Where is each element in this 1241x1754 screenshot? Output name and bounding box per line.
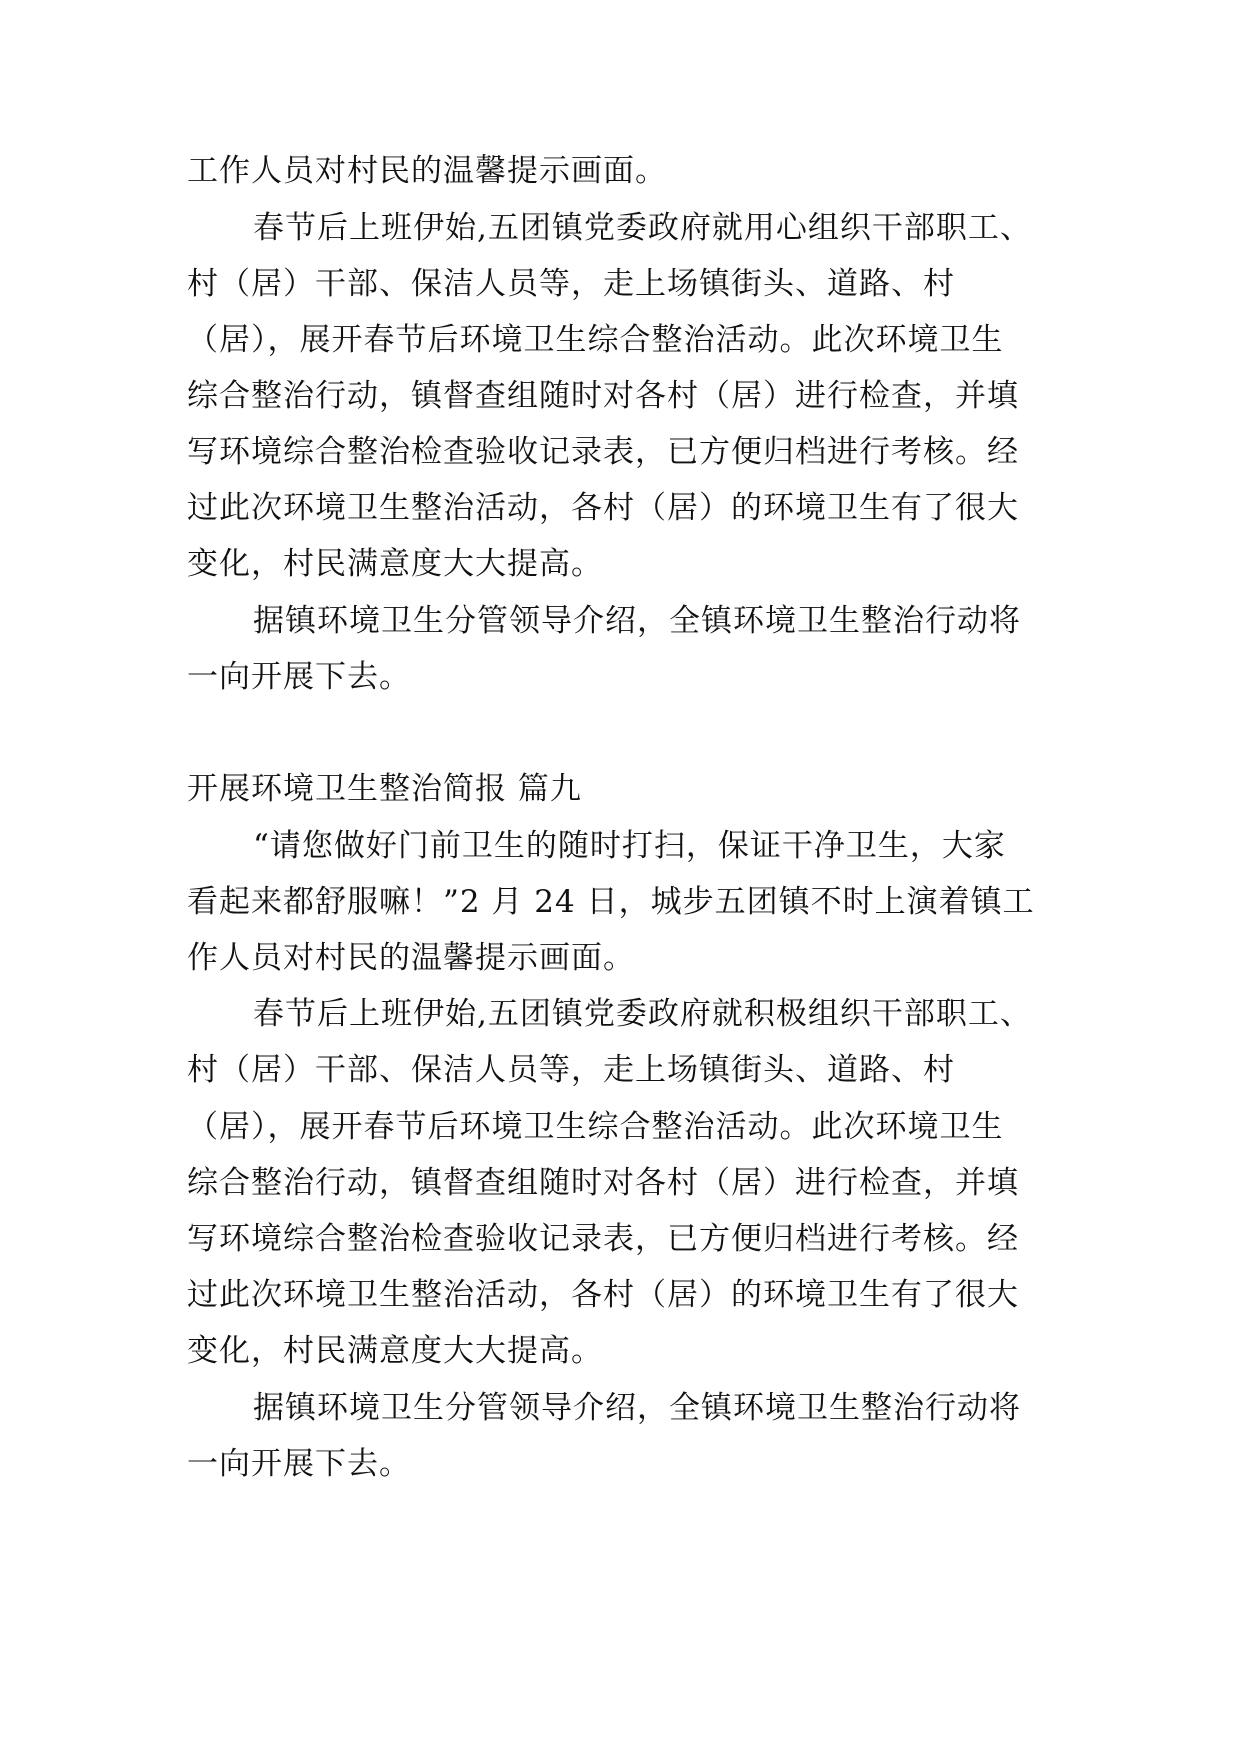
paragraph-first-line: 春节后上班伊始,五团镇党委政府就积极组织干部职工、: [253, 996, 1032, 1032]
paragraph-first-line: 据镇环境卫生分管领导介绍，全镇环境卫生整治行动将: [253, 603, 1021, 639]
paragraph-first-line: “请您做好门前卫生的随时打扫，保证干净卫生，大家: [253, 828, 1006, 864]
text-line: 一向开展下去。: [187, 1446, 411, 1482]
text-line: 变化，村民满意度大大提高。: [187, 1333, 603, 1369]
text-line: 作人员对村民的温馨提示画面。: [187, 940, 635, 976]
text-line: 过此次环境卫生整治活动，各村（居）的环境卫生有了很大: [187, 490, 1019, 526]
text-line: 村（居）干部、保洁人员等，走上场镇街头、道路、村: [187, 1052, 955, 1088]
paragraph-first-line: 据镇环境卫生分管领导介绍，全镇环境卫生整治行动将: [253, 1390, 1021, 1426]
text-line: 过此次环境卫生整治活动，各村（居）的环境卫生有了很大: [187, 1277, 1019, 1313]
text-line: 一向开展下去。: [187, 659, 411, 695]
text-line: 综合整治行动，镇督查组随时对各村（居）进行检查，并填: [187, 378, 1019, 414]
paragraph-first-line: 春节后上班伊始,五团镇党委政府就用心组织干部职工、: [253, 210, 1032, 246]
text-line: （居），展开春节后环境卫生综合整治活动。此次环境卫生: [187, 1109, 1004, 1145]
text-line: 写环境综合整治检查验收记录表，已方便归档进行考核。经: [187, 1221, 1019, 1257]
text-line: 综合整治行动，镇督查组随时对各村（居）进行检查，并填: [187, 1165, 1019, 1201]
text-line: 看起来都舒服嘛！”2 月 24 日，城步五团镇不时上演着镇工: [187, 884, 1035, 920]
text-line: 变化，村民满意度大大提高。: [187, 546, 603, 582]
text-line: 村（居）干部、保洁人员等，走上场镇街头、道路、村: [187, 266, 955, 302]
text-line: 写环境综合整治检查验收记录表，已方便归档进行考核。经: [187, 434, 1019, 470]
text-line: （居），展开春节后环境卫生综合整治活动。此次环境卫生: [187, 322, 1004, 358]
section-heading: 开展环境卫生整治简报 篇九: [187, 771, 582, 807]
text-line: 工作人员对村民的温馨提示画面。: [187, 153, 667, 189]
